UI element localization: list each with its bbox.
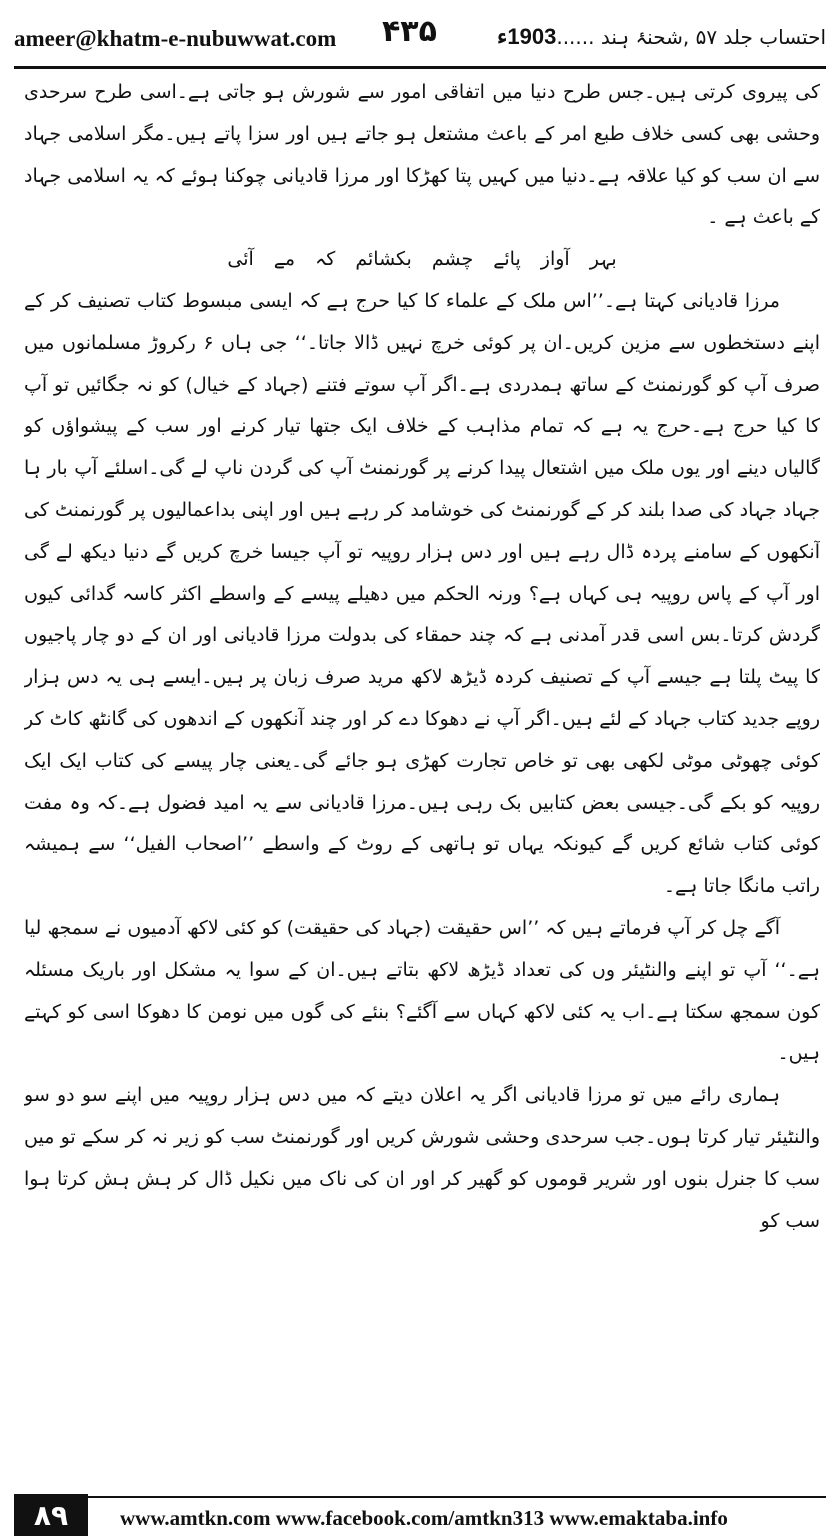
header-year: 1903ء [497,24,557,49]
paragraph-4: ہماری رائے میں تو مرزا قادیانی اگر یہ اعلان دیتے کہ میں دس ہزار روپیہ میں اپنے سو دو سو والنٹیئر تیار کرتا ہوں۔جب سرحدی وحشی شورش کریں اور گورنمنٹ سب کو زیر نہ کر سکے تو میں سب کا جنرل بنوں اور شریر قوموں کو گھیر کر اور ان کی ناک میں نکیل ڈال کر ہش ہش کرتا ہوا سب کو [24,1084,820,1232]
header-title-text: احتساب جلد ۵۷ ,شحنۂ ہند ...... [556,25,826,49]
body-text [24,72,820,1472]
footer-page-number: ۸۹ [14,1494,88,1536]
header-page-number: ۴۳۵ [382,14,437,49]
verse-line: بہر آواز پائے چشم بکشائم کہ مے آئی [227,248,617,271]
paragraph-1: کی پیروی کرتی ہیں۔جس طرح دنیا میں اتفاقی امور سے شورش ہو جاتی ہے۔اسی طرح سرحدی وحشی بھی کسی خلاف طبع امر کے باعث مشتعل ہو جاتے ہیں اور سزا پاتے ہیں۔مگر اسلامی جہاد سے ان سب کو کیا علاقہ ہے۔دنیا میں کہیں پتا کھڑکا اور مرزا قادیانی چوکنا ہوئے کہ یہ اسلامی جہاد کے باعث ہے ۔ [24,81,820,229]
header-book-title [497,24,826,50]
footer-links: www.amtkn.com www.facebook.com/amtkn313 www.emaktaba.info [120,1506,728,1530]
paragraph-2: مرزا قادیانی کہتا ہے۔’’اس ملک کے علماء کا کیا حرج ہے کہ ایسی مبسوط کتاب تصنیف کر کے اپنے دستخطوں سے مزین کریں۔ان پر کوئی خرچ نہیں ڈالا جاتا۔‘‘ جی ہاں ۶ رکروڑ مسلمانوں میں صرف آپ کو گورنمنٹ کے ساتھ ہمدردی ہے۔اگر آپ سوتے فتنے (جہاد کے خیال) کو نہ جگائیں تو آپ کا کیا حرج ہے۔حرج یہ ہے کہ تمام مذاہب کے خلاف ایک جتھا تیار کرنے اور سب کے پیشواؤں کو گالیاں دینے اور یوں ملک میں اشتعال پیدا کرنے پر گورنمنٹ آپ کی گردن ناپ لے گی۔اسلئے آپ بار ہا جہاد جہاد کی صدا بلند کر کے گورنمنٹ کی خوشامد کر رہے ہیں اور اپنی بداعمالیوں پر گورنمنٹ کی آنکھوں کے سامنے پردہ ڈال رہے ہیں اور دس ہزار روپیہ تو آپ جیسا خرچ کریں گے دنیا دیکھ لے گی اور آپ کے پاس روپیہ ہی کہاں ہے؟ ورنہ الحکم میں دھیلے پیسے کے واسطے اکثر کاسہ گدائی کیوں گردش کرتا۔بس اسی قدر آمدنی ہے کہ چند حمقاء کی بدولت مرزا قادیانی اور ان کے دو چار پاجیوں کا پیٹ پلتا ہے جیسے آپ کے تصنیف کردہ ڈیڑھ لاکھ مرید صرف زبان پر ہیں۔ایسے ہی یہ دس ہزار روپے جدید کتاب جہاد کے لئے ہیں۔اگر آپ نے دھوکا دے کر اور چند آنکھوں کے اندھوں کی گانٹھ کاٹ کر کوئی چھوٹی موٹی لکھی بھی تو خاص تجارت کھڑی ہو جائے گی۔یعنی چار پیسے کی کتاب ایک ایک روپیہ کو بکے گی۔جیسی بعض کتابیں بک رہی ہیں۔مرزا قادیانی سے یہ امید فضول ہے۔کہ وہ مفت کوئی کتاب شائع کریں گے کیونکہ یہاں تو ہاتھی کے روٹ کے واسطے ’’اصحاب الفیل‘‘ سے ہمیشہ راتب مانگا جاتا ہے۔ [24,289,820,898]
paragraph-3: آگے چل کر آپ فرماتے ہیں کہ ’’اس حقیقت (جہاد کی حقیقت) کو کئی لاکھ آدمیوں نے سمجھ لیا ہے۔‘‘ آپ تو اپنے والنٹیئر وں کی تعداد ڈیڑھ لاکھ بتاتے ہیں۔ان کے سوا یہ مشکل اور باریک مسئلہ کون سمجھ سکتا ہے۔اب یہ کئی لاکھ کہاں سے آگئے؟ بنئے کی گوں میں نومن کا دھوکا اسی کو کہتے ہیں۔ [24,916,820,1065]
page-header [14,12,826,68]
header-email: ameer@khatm-e-nubuwwat.com [14,26,337,51]
header-rule [14,66,826,69]
footer-rule [14,1496,826,1498]
